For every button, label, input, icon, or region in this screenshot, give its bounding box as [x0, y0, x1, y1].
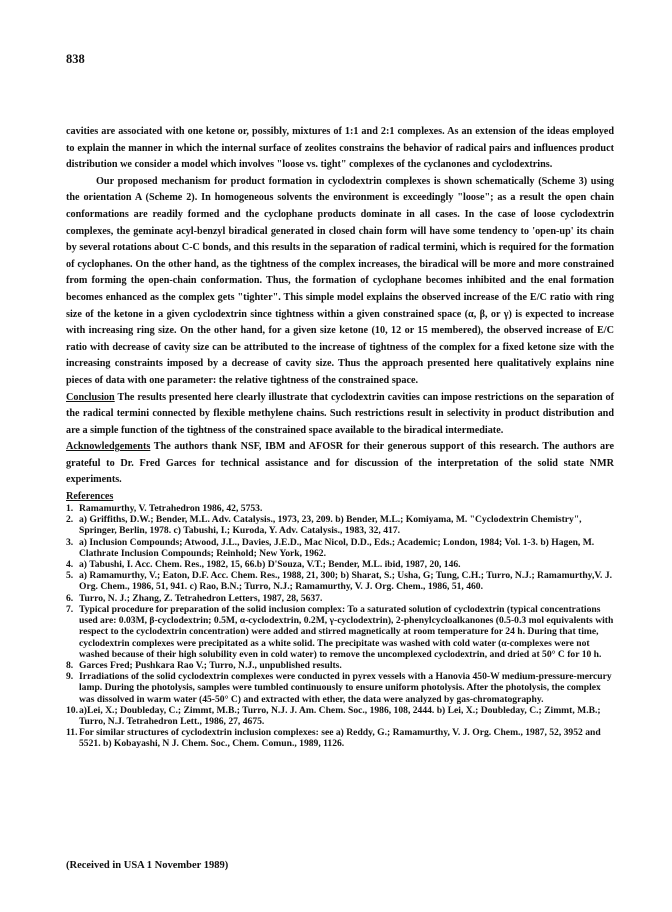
paragraph-mechanism: Our proposed mechanism for product formation in cyclodextrin complexes is shown schematically (Scheme 3) using the orientation A (Scheme 2). In homogeneous solvents the environment is exceedingly "loose"; as a result the open chain conformations are readily formed and the cyclophane products dominate in all cases. In the case of loose cyclodextrin complexes, the geminate acyl-benzyl biradical generated in closed chain form will have some tendency to 'open-up' its chain by several rotations about C-C bonds, and this results in the separation of radical termini, which is required for the formation of cyclophanes. On the other hand, as the tightness of the complex increases, the biradical will be more and more constrained from forming the open-chain conformation. Thus, the formation of cyclophane becomes inhibited and the enal formation becomes enhanced as the complex gets "tighter". This simple model explains the observed increase of the E/C ratio with ring size of the ketone in a given cyclodextrin since tightness within a given constrained space (α, β, or γ) is expected to increase with increasing ring size. On the other hand, for a given size ketone (10, 12 or 15 membered), the observed increase of E/C ratio with decrease of cavity size can be attributed to the increase of tightness of the complex for a fixed ketone size with the increasing constraints imposed by a decrease of cavity size. Thus the approach presented here qualitatively explains nine pieces of data with one parameter: the relative tightness of the constrained space.	[66, 175, 614, 386]
reference-item: 4. a) Tabushi, I. Acc. Chem. Res., 1982, 15, 66.b) D'Souza, V.T.; Bender, M.L. ibid, 1987, 20, 146.	[66, 559, 461, 571]
reference-item: 10. a)Lei, X.; Doubleday, C.; Zimmt, M.B.; Turro, N.J. J. Am. Chem. Soc., 1986, 108, 2444. b) Lei, X.; Doubleday, C.; Zimmt, M.B.; Turro, N.J. Tetrahedron Lett., 1986, 27, 4675.	[66, 704, 601, 727]
reference-item: 11. For similar structures of cyclodextrin inclusion complexes: see a) Reddy, G.; Ramamurthy, V. J. Org. Chem., 1987, 52, 3952 and 5521. b) Kobayashi, N J. Chem. Soc., Chem. Comun., 1989, 1126.	[66, 727, 601, 750]
reference-item: 7. Typical procedure for preparation of the solid inclusion complex: To a saturated solution of cyclodextrin (typical concentrations used are: 0.03M, β-cyclodextrin; 0.5M, α-cyclodextrin, 0.2M, γ-cyclodextrin), 2-phenylcycloalkanones (0.5-0.3 mol equivalents with respect to the cyclodextrin concentration) were added and stirred magnetically at room temperature for 24 h. During that time, cyclodextrin complexes were precipitated as a white solid. The precipitate was washed with cold water (α-complexes were not washed because of their high solubility even in cold water) to remove the uncomplexed cyclodextrin, and dried at 50° C for 10 h.	[66, 603, 614, 660]
references-heading: References	[66, 491, 114, 503]
reference-item: 5. a) Ramamurthy, V.; Eaton, D.F. Acc. Chem. Res., 1988, 21, 300; b) Sharat, S.; Usha, G; Tung, C.H.; Turro, N.J.; Ramamurthy,V. J. Org. Chem., 1986, 51, 941. c) Rao, B.N.; Turro, N.J.; Ramamurthy, V. J. Org. Chem., 1986, 51, 460.	[66, 570, 613, 593]
reference-item: 8. Garces Fred; Pushkara Rao V.; Turro, N.J., unpublished results.	[66, 659, 342, 671]
reference-item: 2. a) Griffiths, D.W.; Bender, M.L. Adv. Catalysis., 1973, 23, 209. b) Bender, M.L.; Komiyama, M. "Cyclodextrin Chemistry", Springer, Berlin, 1978. c) Tabushi, I.; Kuroda, Y. Adv. Catalysis., 1983, 32, 417.	[66, 514, 582, 537]
paragraph-intro: cavities are associated with one ketone or, possibly, mixtures of 1:1 and 2:1 complexes. As an extension of the ideas employed to explain the manner in which the internal surface of zeolites constrains the behavior of radical pairs and influences product distribution we consider a model which involves "loose vs. tight" complexes of the cyclanones and cyclodextrins.	[66, 126, 614, 171]
article-body	[66, 124, 614, 750]
page-number: 838	[66, 52, 85, 66]
reference-item: 3. a) Inclusion Compounds; Atwood, J.L., Davies, J.E.D., Mac Nicol, D.D., Eds.; Academic; London, 1984; Vol. 1-3. b) Hagen, M. Clathrate Inclusion Compounds; Reinhold; New York, 1962.	[66, 536, 595, 559]
reference-list	[66, 503, 614, 749]
acknowledgements-section	[66, 439, 614, 489]
conclusion-heading: Conclusion	[66, 391, 115, 403]
received-date: (Received in USA 1 November 1989)	[66, 860, 229, 871]
conclusion-text: The results presented here clearly illustrate that cyclodextrin cavities can impose restrictions on the separation of the radical termini connected by flexible methylene chains. Such restrictions result in selectivity in product distribution and are a simple function of the tightness of the constrained space available to the biradical intermediate.	[66, 391, 614, 436]
acknowledgements-text: The authors thank NSF, IBM and AFOSR for their generous support of this research. The authors are grateful to Dr. Fred Garces for technical assistance and for discussion of the interpretation of the solid state NMR experiments.	[66, 441, 614, 486]
reference-item: 1. Ramamurthy, V. Tetrahedron 1986, 42, 5753.	[66, 503, 263, 515]
reference-item: 9. Irradiations of the solid cyclodextrin complexes were conducted in pyrex vessels with a Hanovia 450-W medium-pressure-mercury lamp. During the photolysis, samples were tumbled continuously to ensure uniform photolysis. After the photolysis, the complex was dissolved in warm water (45-50° C) and extracted with ether, the data were analyzed by gas-chromatography.	[66, 671, 612, 705]
reference-item: 6. Turro, N. J.; Zhang, Z. Tetrahedron Letters, 1987, 28, 5637.	[66, 592, 323, 604]
conclusion-section	[66, 390, 614, 440]
acknowledgements-heading: Acknowledgements	[66, 441, 151, 453]
